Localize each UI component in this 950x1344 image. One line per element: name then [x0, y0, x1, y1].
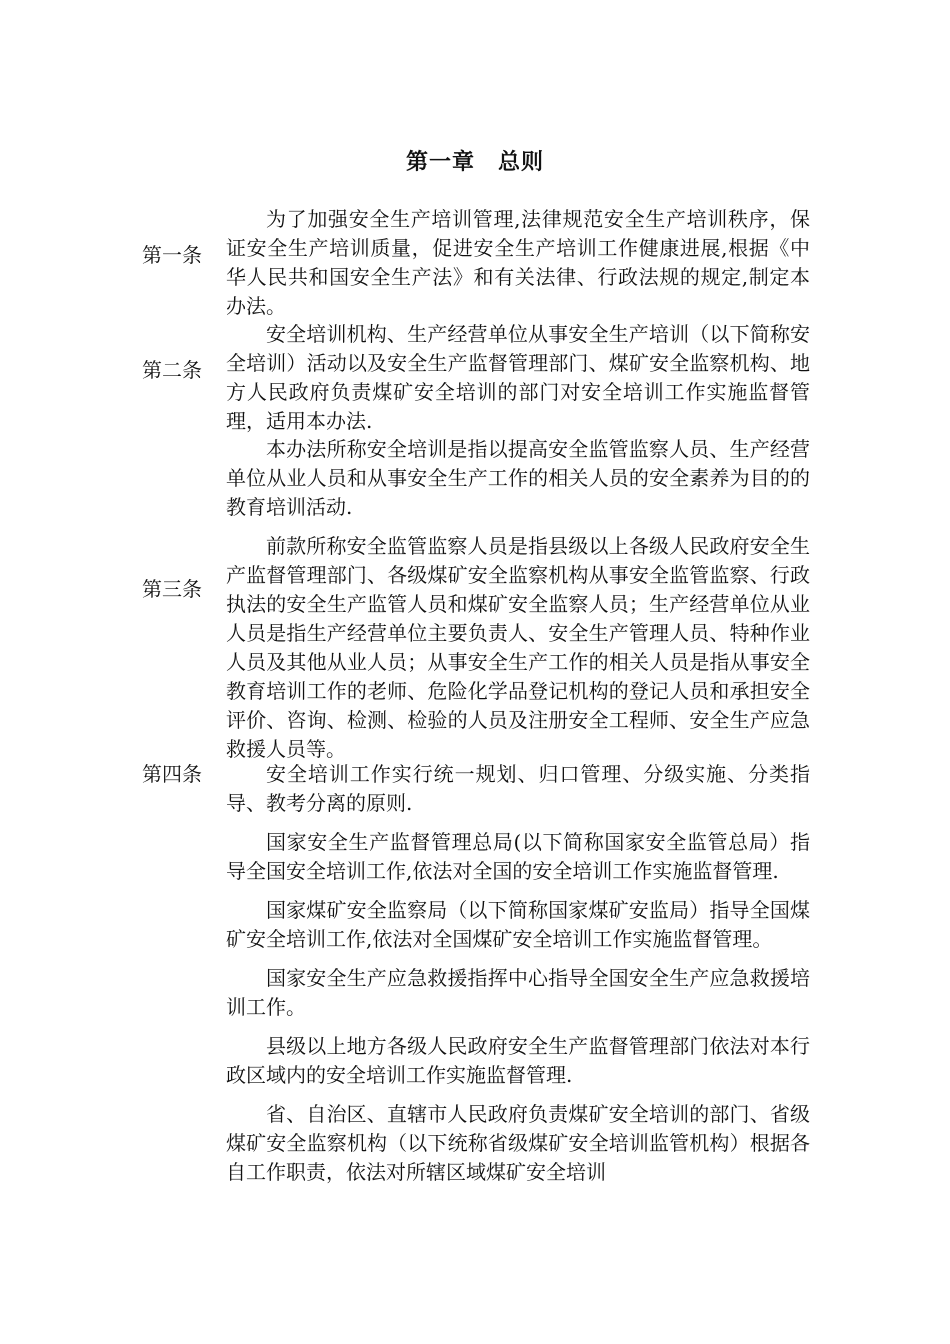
article-paragraph: 县级以上地方各级人民政府安全生产监督管理部门依法对本行政区域内的安全培训工作实施监督管理.: [226, 1034, 810, 1087]
chapter-title: 第一章 总则: [405, 150, 544, 175]
article-4: [142, 760, 810, 1197]
article-paragraph: 安全培训工作实行统一规划、归口管理、分级实施、分类指导、教考分离的原则.: [226, 762, 810, 815]
article-paragraph: 安全培训机构、生产经营单位从事安全生产培训（以下简称安全培训）活动以及安全生产监督管理部门、煤矿安全监察机构、地方人民政府负责煤矿安全培训的部门对安全培训工作实施监督管理，适用本办法.: [226, 322, 810, 433]
article-paragraph: 国家煤矿安全监察局（以下简称国家煤矿安监局）指导全国煤矿安全培训工作,依法对全国煤矿安全培训工作实施监督管理。: [226, 898, 810, 951]
article-label: 第二条: [142, 358, 202, 382]
article-paragraph: 本办法所称安全培训是指以提高安全监管监察人员、生产经营单位从业人员和从事安全生产工作的相关人员的安全素养为目的的教育培训活动.: [226, 437, 810, 519]
article-3: [142, 435, 810, 774]
article-label: 第一条: [142, 243, 202, 267]
article-paragraph: 为了加强安全生产培训管理,法律规范安全生产培训秩序，保证安全生产培训质量，促进安全生产培训工作健康进展,根据《中华人民共和国安全生产法》和有关法律、行政法规的规定,制定本办法。: [226, 207, 810, 318]
article-2: [142, 320, 810, 446]
article-label: 第四条: [142, 762, 202, 786]
article-label: 第三条: [142, 577, 202, 601]
article-paragraph: 前款所称安全监管监察人员是指县级以上各级人民政府安全生产监督管理部门、各级煤矿安全监察机构从事安全监管监察、行政执法的安全生产监管人员和煤矿安全监察人员；生产经营单位从业人员是指生产经营单位主要负责人、安全生产管理人员、特种作业人员及其他从业人员；从事安全生产工作的相关人员是指从事安全教育培训工作的老师、危险化学品登记机构的登记人员和承担安全评价、咨询、检测、检验的人员及注册安全工程师、安全生产应急救援人员等。: [226, 534, 810, 761]
article-1: [142, 205, 810, 331]
article-paragraph: 省、自治区、直辖市人民政府负责煤矿安全培训的部门、省级煤矿安全监察机构（以下统称省级煤矿安全培训监管机构）根据各自工作职责，依法对所辖区域煤矿安全培训: [226, 1102, 810, 1184]
article-paragraph: 国家安全生产监督管理总局(以下简称国家安全监管总局）指导全国安全培训工作,依法对全国的安全培训工作实施监督管理.: [226, 830, 810, 883]
article-paragraph: 国家安全生产应急救援指挥中心指导全国安全生产应急救援培训工作。: [226, 966, 810, 1019]
